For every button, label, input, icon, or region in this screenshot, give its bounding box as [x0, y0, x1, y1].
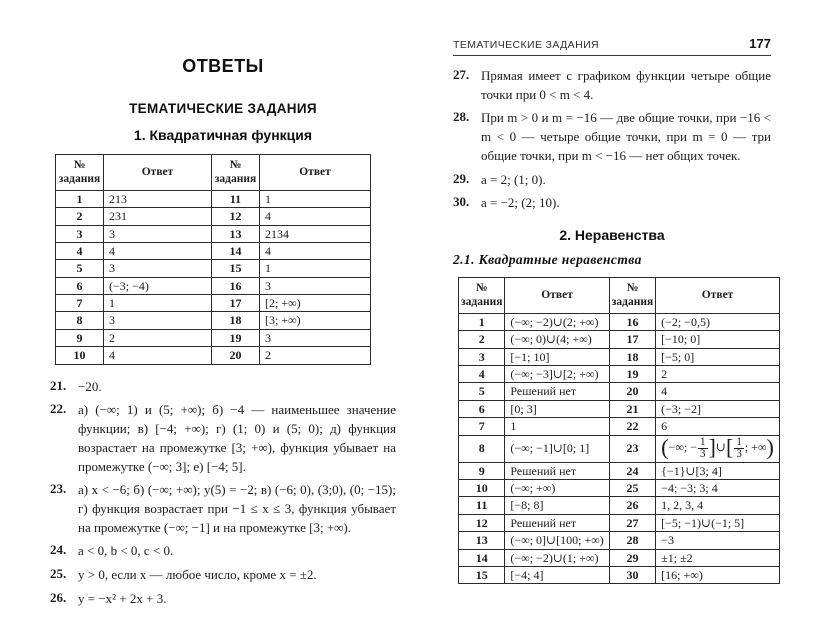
task-number-cell: 4: [56, 242, 104, 259]
answer-cell: [−8; 8]: [505, 497, 609, 514]
answer-cell: [−10; 0]: [656, 331, 780, 348]
task-number-cell: 10: [56, 347, 104, 364]
table-row: [459, 514, 780, 531]
item-text: y > 0, если x — любое число, кроме x = ±2.: [78, 567, 317, 583]
table-row: [459, 383, 780, 400]
running-head-title: ТЕМАТИЧЕСКИЕ ЗАДАНИЯ: [453, 39, 599, 51]
answers-table-quadratic-inequalities: [458, 277, 780, 584]
table-row: [459, 497, 780, 514]
task-number-cell: 15: [459, 567, 505, 584]
big-delimiter: (: [661, 435, 669, 460]
task-number-cell: 29: [609, 549, 655, 566]
column-header: Ответ: [656, 278, 780, 314]
table-row: [459, 331, 780, 348]
left-column: [50, 56, 396, 614]
task-number-cell: 14: [459, 549, 505, 566]
subsection-2-1-heading: 2.1. Квадратные неравенства: [453, 252, 642, 268]
answer-cell: (−∞; −2)∪(2; +∞): [505, 313, 609, 330]
task-number-cell: 27: [609, 514, 655, 531]
item-number: 27.: [453, 67, 470, 82]
table-row: [459, 418, 780, 435]
task-number-cell: 18: [212, 312, 260, 329]
table-header-row: [459, 278, 780, 314]
answer-cell: 1: [104, 295, 212, 312]
big-delimiter: ]: [708, 435, 716, 460]
answer-cell: 6: [656, 418, 780, 435]
answer-item: [453, 109, 771, 165]
column-header: Ответ: [260, 155, 371, 191]
column-header: № задания: [56, 155, 104, 191]
answer-cell: [−1; 10]: [505, 348, 609, 365]
table-row: [56, 295, 371, 312]
answer-item: [50, 481, 396, 537]
item-number: 29.: [453, 170, 470, 186]
table-row: [56, 277, 371, 294]
page-number: 177: [749, 36, 771, 51]
answer-cell: 2134: [260, 225, 371, 242]
item-text: Прямая имеет с графиком функции четыре общие точки при 0 < m < 4.: [481, 68, 771, 102]
task-number-cell: 21: [609, 400, 655, 417]
table-row: [459, 567, 780, 584]
task-number-cell: 17: [212, 295, 260, 312]
task-number-cell: 5: [459, 383, 505, 400]
answer-cell: [16; +∞): [656, 567, 780, 584]
task-number-cell: 12: [459, 514, 505, 531]
answer-cell: (−∞; −3]∪[2; +∞): [505, 365, 609, 382]
running-head: [453, 36, 771, 56]
answer-cell: −3: [656, 532, 780, 549]
answer-item: [453, 171, 771, 190]
task-number-cell: 28: [609, 532, 655, 549]
answer-cell: 4: [260, 208, 371, 225]
answer-cell: (−∞; 0)∪(4; +∞): [505, 331, 609, 348]
task-number-cell: 20: [609, 383, 655, 400]
item-number: 22.: [50, 401, 67, 417]
answer-cell: 1, 2, 3, 4: [656, 497, 780, 514]
answer-cell: (−∞; − $\frac{1}{3}$ ]∪[ $\frac{1}{3}$ ; +∞): [656, 435, 780, 462]
answer-cell: (−3; −4): [104, 277, 212, 294]
task-number-cell: 19: [212, 329, 260, 346]
item-number: 23.: [50, 481, 67, 497]
answer-cell: [3; +∞): [260, 312, 371, 329]
table-row: [56, 347, 371, 364]
answer-cell: (−∞; 0]∪[100; +∞): [505, 532, 609, 549]
answer-item: [50, 378, 396, 397]
task-number-cell: 18: [609, 348, 655, 365]
answer-cell: 3: [104, 312, 212, 329]
answer-cell: 213: [104, 190, 212, 207]
task-number-cell: 2: [56, 208, 104, 225]
item-text: a = 2; (1; 0).: [481, 171, 546, 187]
table-row: [56, 242, 371, 259]
table-header-row: [56, 155, 371, 191]
answer-cell: −4; −3; 3; 4: [656, 480, 780, 497]
answer-cell: 1: [260, 260, 371, 277]
column-header: № задания: [212, 155, 260, 191]
task-number-cell: 2: [459, 331, 505, 348]
task-number-cell: 24: [609, 462, 655, 479]
item-text: При m > 0 и m = −16 — две общие точки, при −16 < m < 0 — четыре общие точки, при m = 0 — три общие точки, при m < −16 — нет общих точек.: [481, 110, 771, 163]
column-header: № задания: [459, 278, 505, 314]
section-2-heading: 2. Неравенства: [559, 227, 665, 244]
answer-item: [453, 67, 771, 104]
task-number-cell: 8: [459, 435, 505, 462]
item-text: y = −x² + 2x + 3.: [78, 590, 167, 606]
task-number-cell: 20: [212, 347, 260, 364]
task-number-cell: 25: [609, 480, 655, 497]
answer-item: [50, 590, 396, 609]
answer-item: [50, 401, 396, 476]
answer-cell: 4: [260, 242, 371, 259]
table-row: [459, 480, 780, 497]
answer-cell: 4: [104, 242, 212, 259]
answer-cell: (−∞; −2)∪(1; +∞): [505, 549, 609, 566]
table-row: [459, 313, 780, 330]
task-number-cell: 10: [459, 480, 505, 497]
table-row: [459, 532, 780, 549]
big-delimiter: ): [766, 435, 774, 460]
task-number-cell: 4: [459, 365, 505, 382]
answer-cell: 1: [260, 190, 371, 207]
answer-cell: [−4; 4]: [505, 567, 609, 584]
task-number-cell: 17: [609, 331, 655, 348]
task-number-cell: 7: [56, 295, 104, 312]
answer-cell: 3: [260, 329, 371, 346]
answer-cell: (−∞; +∞): [505, 480, 609, 497]
answer-cell: [2; +∞): [260, 295, 371, 312]
fraction: $\frac{1}{3}$: [736, 435, 742, 461]
table-row: [56, 312, 371, 329]
table-row: [459, 435, 780, 462]
answer-items-21-26: [50, 378, 396, 609]
task-number-cell: 14: [212, 242, 260, 259]
task-number-cell: 3: [56, 225, 104, 242]
item-text: а) (−∞; 1) и (5; +∞); б) −4 — наименьшее значение функции; в) [−4; +∞); г) (1; 0) и (5; 0); д) функция возрастает на промежутке [3; +∞), функция убывает на промежутке (−∞; 3]; е) [−4; 5].: [78, 402, 396, 474]
answer-cell: 3: [104, 260, 212, 277]
table-row: [459, 549, 780, 566]
task-number-cell: 15: [212, 260, 260, 277]
task-number-cell: 9: [56, 329, 104, 346]
big-delimiter: [: [725, 435, 734, 460]
item-text: a = −2; (2; 10).: [481, 195, 560, 211]
answer-cell: 2: [656, 365, 780, 382]
task-number-cell: 1: [459, 313, 505, 330]
answer-cell: 4: [656, 383, 780, 400]
answer-cell: 2: [104, 329, 212, 346]
answers-table-quadratic-function: [55, 154, 371, 365]
answer-item: [453, 194, 771, 213]
task-number-cell: 12: [212, 208, 260, 225]
task-number-cell: 9: [459, 462, 505, 479]
answer-cell: 3: [104, 225, 212, 242]
answer-cell: 231: [104, 208, 212, 225]
column-header: Ответ: [104, 155, 212, 191]
answer-cell: 2: [260, 347, 371, 364]
table-row: [459, 348, 780, 365]
answer-cell: Решений нет: [505, 514, 609, 531]
answer-cell: {−1}∪[3; 4]: [656, 462, 780, 479]
answer-item: [50, 566, 396, 585]
task-number-cell: 3: [459, 348, 505, 365]
answer-cell: Решений нет: [505, 383, 609, 400]
task-number-cell: 26: [609, 497, 655, 514]
answer-cell: [−5; 0]: [656, 348, 780, 365]
task-number-cell: 8: [56, 312, 104, 329]
answer-cell: [−5; −1)∪(−1; 5]: [656, 514, 780, 531]
item-number: 26.: [50, 589, 67, 605]
task-number-cell: 13: [459, 532, 505, 549]
answer-item: [50, 542, 396, 561]
task-number-cell: 19: [609, 365, 655, 382]
section-1-heading: 1. Квадратичная функция: [133, 127, 313, 143]
answer-cell: Решений нет: [505, 462, 609, 479]
table-row: [56, 329, 371, 346]
task-number-cell: 30: [609, 567, 655, 584]
task-number-cell: 6: [56, 277, 104, 294]
table-row: [459, 462, 780, 479]
item-number: 24.: [50, 542, 67, 558]
thematic-tasks-heading: ТЕМАТИЧЕСКИЕ ЗАДАНИЯ: [129, 101, 317, 116]
answer-cell: (−∞; −1]∪[0; 1]: [505, 435, 609, 462]
task-number-cell: 6: [459, 400, 505, 417]
task-number-cell: 13: [212, 225, 260, 242]
page-title: ОТВЕТЫ: [182, 56, 264, 76]
task-number-cell: 11: [212, 190, 260, 207]
table-row: [56, 260, 371, 277]
answer-cell: (−3; −2]: [656, 400, 780, 417]
task-number-cell: 7: [459, 418, 505, 435]
table-row: [56, 208, 371, 225]
table-row: [56, 225, 371, 242]
item-number: 28.: [453, 109, 470, 125]
task-number-cell: 1: [56, 190, 104, 207]
item-text: a < 0, b < 0, c < 0.: [78, 543, 174, 559]
answer-items-27-30: [453, 67, 771, 213]
answer-cell: (−2; −0,5): [656, 313, 780, 330]
item-number: 21.: [50, 377, 67, 393]
task-number-cell: 11: [459, 497, 505, 514]
item-number: 30.: [453, 194, 470, 210]
answer-cell: [0; 3]: [505, 400, 609, 417]
item-text: а) x < −6; б) (−∞; +∞); y(5) = −2; в) (−6; 0), (3;0), (0; −15); г) функция возрастает при −1 ≤ x ≤ 3, функция убывает на промежутке (−∞; −1] и на промежутке [3; +∞).: [78, 482, 396, 535]
column-header: Ответ: [505, 278, 609, 314]
column-header: № задания: [609, 278, 655, 314]
answer-cell: ±1; ±2: [656, 549, 780, 566]
task-number-cell: 23: [609, 435, 655, 462]
answer-cell: 4: [104, 347, 212, 364]
table-row: [459, 365, 780, 382]
fraction: $\frac{1}{3}$: [700, 435, 706, 461]
task-number-cell: 16: [212, 277, 260, 294]
table-row: [56, 190, 371, 207]
task-number-cell: 5: [56, 260, 104, 277]
table-row: [459, 400, 780, 417]
task-number-cell: 22: [609, 418, 655, 435]
item-number: 25.: [50, 566, 67, 582]
task-number-cell: 16: [609, 313, 655, 330]
answer-cell: 1: [505, 418, 609, 435]
right-column: [453, 36, 774, 584]
item-text: −20.: [78, 378, 102, 394]
answer-cell: 3: [260, 277, 371, 294]
